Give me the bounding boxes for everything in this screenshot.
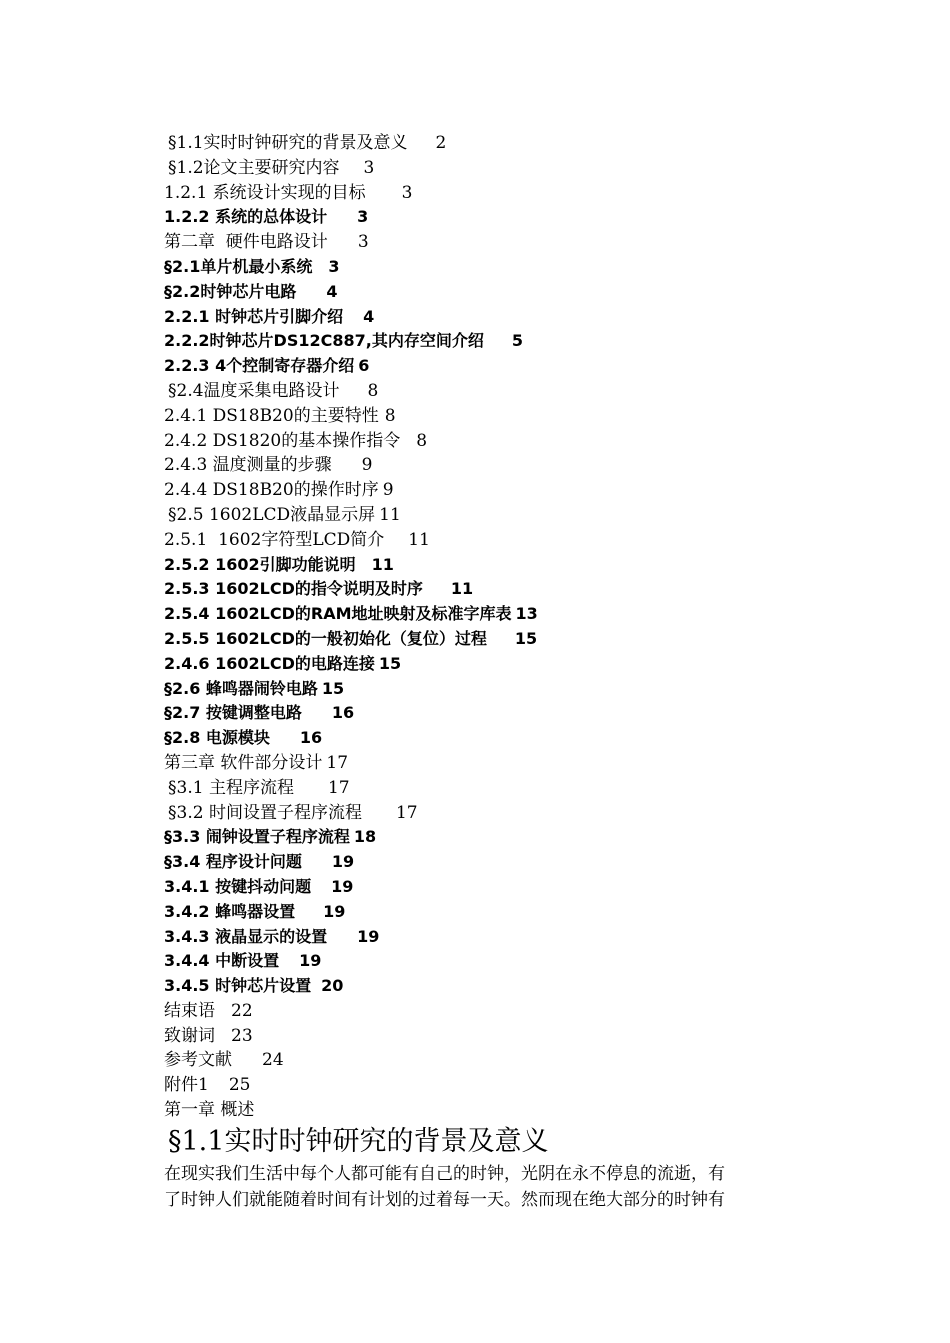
toc-entry-title: §1.2论文主要研究内容 (168, 157, 340, 178)
toc-entry[interactable] (164, 429, 804, 454)
toc-entry-page-number: 17 (327, 777, 350, 798)
toc-entry-page-number: 17 (395, 802, 418, 823)
toc-entry[interactable] (164, 329, 804, 354)
chapter-title: 第一章 概述 (164, 1100, 255, 1120)
toc-entry-page-number: 8 (416, 430, 428, 451)
toc-entry-page-number: 20 (321, 976, 344, 996)
toc-entry-title: §3.4 程序设计问题 (164, 852, 302, 872)
toc-entry[interactable] (164, 379, 804, 404)
toc-entry-page-number: 13 (515, 604, 538, 624)
toc-entry-title: §1.1实时时钟研究的背景及意义 (168, 133, 408, 153)
toc-entry[interactable] (164, 280, 804, 305)
toc-entry-title: 2.5.5 1602LCD的一般初始化（复位）过程 (164, 628, 487, 648)
toc-entry[interactable] (164, 801, 804, 826)
toc-entry-title: 第二章 硬件电路设计 (164, 232, 328, 253)
toc-entry-page-number: 18 (353, 827, 377, 847)
toc-entry-title: 3.4.5 时钟芯片设置 (164, 976, 312, 996)
toc-entry[interactable] (164, 875, 804, 900)
toc-entry[interactable] (164, 230, 804, 255)
toc-entry-title: 附件1 (164, 1075, 209, 1096)
section-heading: §1.1实时时钟研究的背景及意义 (168, 1126, 549, 1157)
body-paragraph (164, 1161, 794, 1213)
toc-entry-page-number: 3 (328, 256, 340, 276)
toc-entry-page-number: 15 (321, 678, 345, 698)
toc-entry-page-number: 11 (450, 579, 474, 599)
toc-entry-title: 3.4.4 中断设置 (164, 951, 280, 971)
toc-entry[interactable] (164, 602, 804, 627)
toc-entry[interactable] (164, 776, 804, 801)
toc-entry[interactable] (164, 503, 804, 528)
toc-entry-page-number: 11 (408, 529, 430, 550)
toc-entry-page-number: 25 (228, 1075, 251, 1096)
toc-entry[interactable] (164, 255, 804, 280)
toc-entry-page-number: 19 (299, 951, 322, 971)
toc-entry[interactable] (164, 577, 804, 602)
toc-entry-title: §2.1单片机最小系统 (164, 256, 313, 276)
toc-entry[interactable] (164, 404, 804, 429)
toc-entry[interactable] (164, 949, 804, 974)
toc-entry-title: 2.4.1 DS18B20的主要特性 (164, 405, 379, 426)
toc-entry[interactable] (164, 528, 804, 553)
toc-entry-page-number: 19 (357, 926, 380, 946)
toc-entry[interactable] (164, 999, 804, 1024)
toc-entry-title: §3.3 闹钟设置子程序流程 (164, 827, 350, 847)
toc-entry[interactable] (164, 181, 804, 206)
toc-entry-page-number: 9 (382, 480, 394, 501)
toc-entry[interactable] (164, 354, 804, 379)
toc-entry-page-number: 19 (331, 876, 354, 896)
toc-entry-page-number: 24 (262, 1050, 284, 1071)
toc-entry-title: 参考文献 (164, 1050, 232, 1071)
toc-entry-title: 2.5.3 1602LCD的指令说明及时序 (164, 579, 423, 599)
toc-entry-title: §2.8 电源模块 (164, 728, 270, 748)
toc-entry-title: 结束语 (164, 1000, 215, 1021)
toc-entry[interactable] (164, 478, 804, 503)
toc-entry-title: §3.1 主程序流程 (168, 777, 294, 798)
table-of-contents (164, 131, 804, 1098)
toc-entry[interactable] (164, 1048, 804, 1073)
toc-entry-title: §3.2 时间设置子程序流程 (168, 802, 362, 823)
toc-entry-page-number: 3 (357, 207, 369, 227)
toc-entry-title: 1.2.1 系统设计实现的目标 (164, 182, 366, 203)
toc-entry-page-number: 3 (357, 232, 369, 253)
toc-entry-title: 致谢词 (164, 1025, 215, 1046)
toc-entry-title: 2.4.4 DS18B20的操作时序 (164, 480, 379, 501)
toc-entry-title: §2.6 蜂鸣器闹铃电路 (164, 678, 318, 698)
toc-entry-page-number: 19 (323, 901, 346, 921)
toc-entry-page-number: 3 (363, 157, 375, 178)
toc-entry-page-number: 5 (511, 331, 523, 351)
toc-entry-title: 2.5.1 1602字符型LCD简介 (164, 529, 385, 550)
toc-entry-title: §2.2时钟芯片电路 (164, 281, 297, 301)
toc-entry-page-number: 11 (379, 504, 401, 525)
toc-entry-page-number: 4 (363, 306, 375, 326)
toc-entry-title: 2.5.2 1602引脚功能说明 (164, 554, 356, 574)
toc-entry-page-number: 16 (299, 728, 323, 748)
toc-entry[interactable] (164, 701, 804, 726)
toc-entry-title: 2.5.4 1602LCD的RAM地址映射及标准字库表 (164, 604, 512, 624)
toc-entry[interactable] (164, 1073, 804, 1098)
toc-entry[interactable] (164, 974, 804, 999)
toc-entry-title: §2.5 1602LCD液晶显示屏 (168, 504, 376, 525)
toc-entry[interactable] (164, 305, 804, 330)
toc-entry-page-number: 8 (384, 405, 396, 426)
toc-entry[interactable] (164, 677, 804, 702)
toc-entry-title: 3.4.3 液晶显示的设置 (164, 926, 328, 946)
toc-entry-page-number: 17 (326, 752, 349, 773)
toc-entry-title: §2.7 按键调整电路 (164, 703, 302, 723)
toc-entry-page-number: 11 (371, 554, 394, 574)
paragraph-line: 在现实我们生活中每个人都可能有自己的时钟，光阴在永不停息的流逝，有 (164, 1164, 725, 1184)
toc-entry-title: 1.2.2 系统的总体设计 (164, 207, 328, 227)
toc-entry[interactable] (164, 726, 804, 751)
toc-entry[interactable] (164, 156, 804, 181)
toc-entry-title: 2.2.3 4个控制寄存器介绍 (164, 356, 355, 376)
toc-entry-title: 3.4.1 按键抖动问题 (164, 876, 312, 896)
toc-entry[interactable] (164, 131, 804, 156)
toc-entry-title: 2.4.2 DS1820的基本操作指令 (164, 430, 401, 451)
toc-entry[interactable] (164, 751, 804, 776)
toc-entry-page-number: 9 (361, 455, 373, 476)
toc-entry[interactable] (164, 925, 804, 950)
toc-entry-page-number: 15 (514, 628, 538, 648)
toc-entry-page-number: 8 (367, 380, 379, 401)
paragraph-line: 了时钟人们就能随着时间有计划的过着每一天。然而现在绝大部分的时钟有 (164, 1190, 725, 1210)
toc-entry-page-number: 4 (326, 281, 338, 301)
toc-entry-page-number: 3 (401, 182, 413, 203)
toc-entry[interactable] (164, 553, 804, 578)
toc-entry-title: 2.4.6 1602LCD的电路连接 (164, 653, 375, 673)
toc-entry-page-number: 22 (231, 1000, 253, 1021)
toc-entry[interactable] (164, 453, 804, 478)
toc-entry-page-number: 16 (331, 703, 355, 723)
toc-entry-page-number: 23 (231, 1025, 253, 1046)
toc-entry-title: §2.4温度采集电路设计 (168, 380, 340, 401)
toc-entry-title: 第三章 软件部分设计 (164, 752, 323, 773)
toc-entry[interactable] (164, 825, 804, 850)
toc-entry[interactable] (164, 850, 804, 875)
toc-entry[interactable] (164, 205, 804, 230)
toc-entry-page-number: 6 (358, 356, 370, 376)
toc-entry-title: 2.2.1 时钟芯片引脚介绍 (164, 306, 344, 326)
toc-entry-title: 2.4.3 温度测量的步骤 (164, 455, 332, 476)
toc-entry[interactable] (164, 1024, 804, 1049)
toc-entry-title: 2.2.2时钟芯片DS12C887,其内存空间介绍 (164, 331, 484, 351)
toc-entry-page-number: 19 (331, 852, 355, 872)
toc-entry-page-number: 2 (435, 133, 447, 153)
toc-entry[interactable] (164, 652, 804, 677)
toc-entry-title: 3.4.2 蜂鸣器设置 (164, 901, 296, 921)
toc-entry-page-number: 15 (378, 653, 402, 673)
toc-entry[interactable] (164, 900, 804, 925)
toc-entry[interactable] (164, 627, 804, 652)
